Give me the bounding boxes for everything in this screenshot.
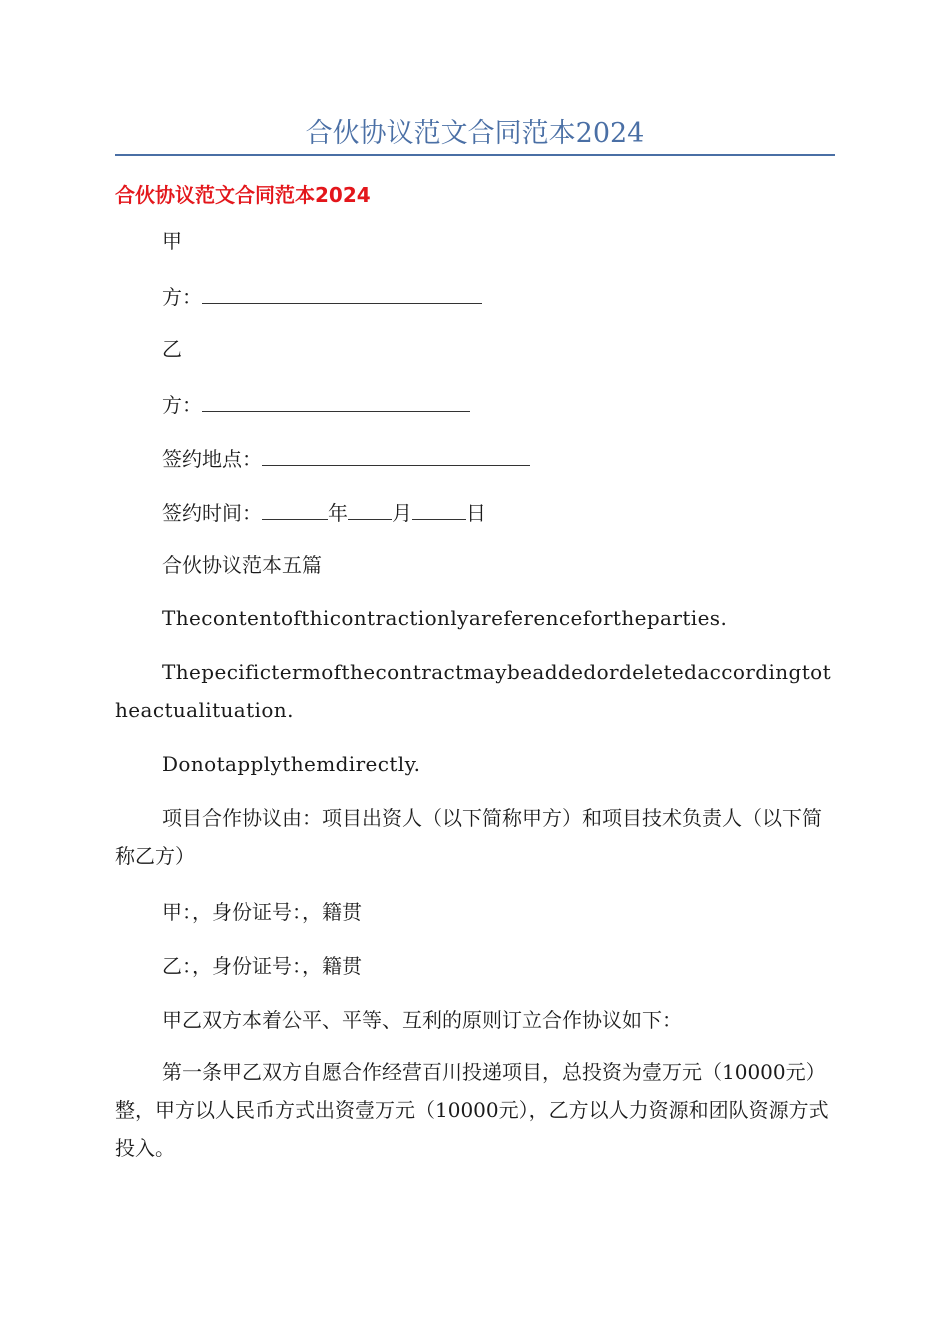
sign-time-line xyxy=(162,497,486,527)
red-heading: 合伙协议范文合同范本2024 xyxy=(115,183,371,207)
sign-place-line xyxy=(162,443,530,473)
day-blank[interactable] xyxy=(412,497,466,520)
year-label: 年 xyxy=(328,501,348,525)
article-1-paragraph: 第一条甲乙双方自愿合作经营百川投递项目，总投资为壹万元（10000元）整，甲方以人民币方式出资壹万元（10000元），乙方以人力资源和团队资源方式投入。 xyxy=(115,1060,829,1160)
en-paragraph-2: Thepecifictermofthecontractmaybeaddedordeletedaccordingtotheactualituation. xyxy=(115,660,832,722)
day-label: 日 xyxy=(466,501,486,525)
month-blank[interactable] xyxy=(348,497,392,520)
party-b-char: 乙 xyxy=(162,337,182,361)
party-b-line xyxy=(162,389,470,419)
party-b-id-line: 乙：，身份证号：，籍贯 xyxy=(162,954,362,978)
en-paragraph-3: Donotapplythemdirectly. xyxy=(162,752,421,776)
sign-place-blank[interactable] xyxy=(262,443,530,466)
party-a-char: 甲 xyxy=(162,229,182,253)
party-b-label: 方： xyxy=(162,393,202,417)
sign-place-label: 签约地点： xyxy=(162,447,262,471)
month-label: 月 xyxy=(392,501,412,525)
sign-time-label: 签约时间： xyxy=(162,501,262,525)
document-title: 合伙协议范文合同范本2024 xyxy=(305,118,645,149)
en-paragraph-1: Thecontentofthicontractionlyareferencefortheparties. xyxy=(162,606,728,630)
principle-line: 甲乙双方本着公平、平等、互利的原则订立合作协议如下： xyxy=(162,1008,682,1032)
intro-paragraph: 项目合作协议由：项目出资人（以下简称甲方）和项目技术负责人（以下简称乙方） xyxy=(115,806,822,868)
subheading: 合伙协议范本五篇 xyxy=(162,553,322,577)
title-underline xyxy=(115,154,835,156)
party-a-id-line: 甲：，身份证号：，籍贯 xyxy=(162,900,362,924)
year-blank[interactable] xyxy=(262,497,328,520)
party-a-blank[interactable] xyxy=(202,281,482,304)
party-a-label: 方： xyxy=(162,285,202,309)
party-b-blank[interactable] xyxy=(202,389,470,412)
party-a-line xyxy=(162,281,482,311)
